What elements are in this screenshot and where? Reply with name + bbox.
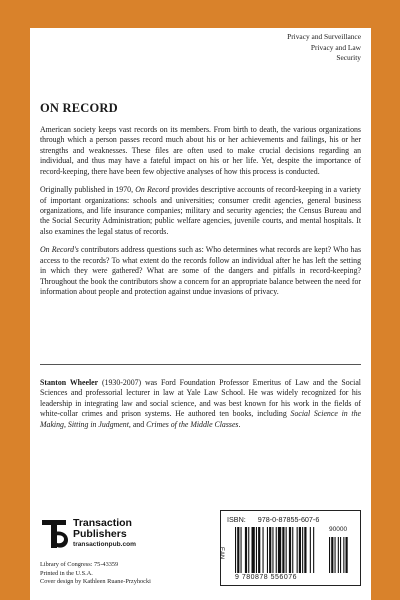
publisher-name: Transaction Publishers transactionpub.com (73, 517, 137, 548)
addon-digits: 90000 (329, 526, 348, 533)
author-bio: Stanton Wheeler (1930-2007) was Ford Foundation Professor Emeritus of Law and the Social Sciences and professorial lecturer in law at Yale Law School. He was widely recognized for his leadership in integrating law and social science, and was best known for his work in the fields of white-collar crimes and prison systems. He authored ten books, including Social Science in the Making, Sitting in Judgment, and Crimes of the Middle Classes. (40, 378, 361, 429)
subject-category: Security (336, 53, 361, 62)
ean-digits: 9 780878 556076 (235, 574, 297, 581)
printed-in: Printed in the U.S.A. (40, 569, 93, 577)
subject-categories (287, 32, 361, 64)
subject-category: Privacy and Surveillance (287, 32, 361, 41)
subject-category: Privacy and Law (310, 42, 361, 52)
description-paragraph-2: Originally published in 1970, On Record provides descriptive accounts of record-keeping in a variety of important organizations: schools and universities; consumer credit agencies, general business organizations, and life insurance companies; military and security agencies; the Census Bureau and the Social Security Administration; public welfare agencies, juvenile courts, and mental hospitals. It also examines the legal status of records. (40, 185, 361, 236)
barcode-bars (235, 527, 353, 575)
divider (40, 364, 361, 365)
loc-number: Library of Congress: 75-43359 (40, 561, 119, 568)
isbn-barcode (220, 510, 361, 586)
transaction-ta-logo-icon (40, 516, 70, 552)
book-title: ON RECORD (40, 101, 118, 115)
description-paragraph-3: On Record's contributors address questions such as: Who determines what records are kept? Who has access to the records? To what extent do the records follow an individual after he has left the setting in which they were gathered? What are some of the dangers and pitfalls in record-keeping? Throughout the book the contributors show a concern for an appropriate balance between the need for information about people and protection against undue invasions of privacy. (40, 245, 361, 297)
publication-info (40, 561, 151, 587)
publisher-logo (40, 516, 190, 556)
ean-label: EAN (218, 547, 224, 560)
isbn-line: ISBN: 978-0-87855-607-6 (227, 515, 320, 524)
back-cover (30, 28, 371, 600)
book-description (40, 125, 361, 306)
cover-design-credit: Cover design by Kathleen Ruane-Przyhocki (40, 578, 151, 586)
description-paragraph-1: American society keeps vast records on its members. From birth to death, the various organizations through which a person passes record much about his or her achievements and failings, his or her strengths and weaknesses. These files are often used to make crucial decisions regarding an individual, and thus may have a fateful impact on his or her life. Yet, despite the importance of record-keeping, there have been few objective analyses of how this process is conducted. (40, 125, 361, 176)
publisher-url: transactionpub.com (73, 541, 137, 548)
author-name: Stanton Wheeler (40, 378, 99, 387)
